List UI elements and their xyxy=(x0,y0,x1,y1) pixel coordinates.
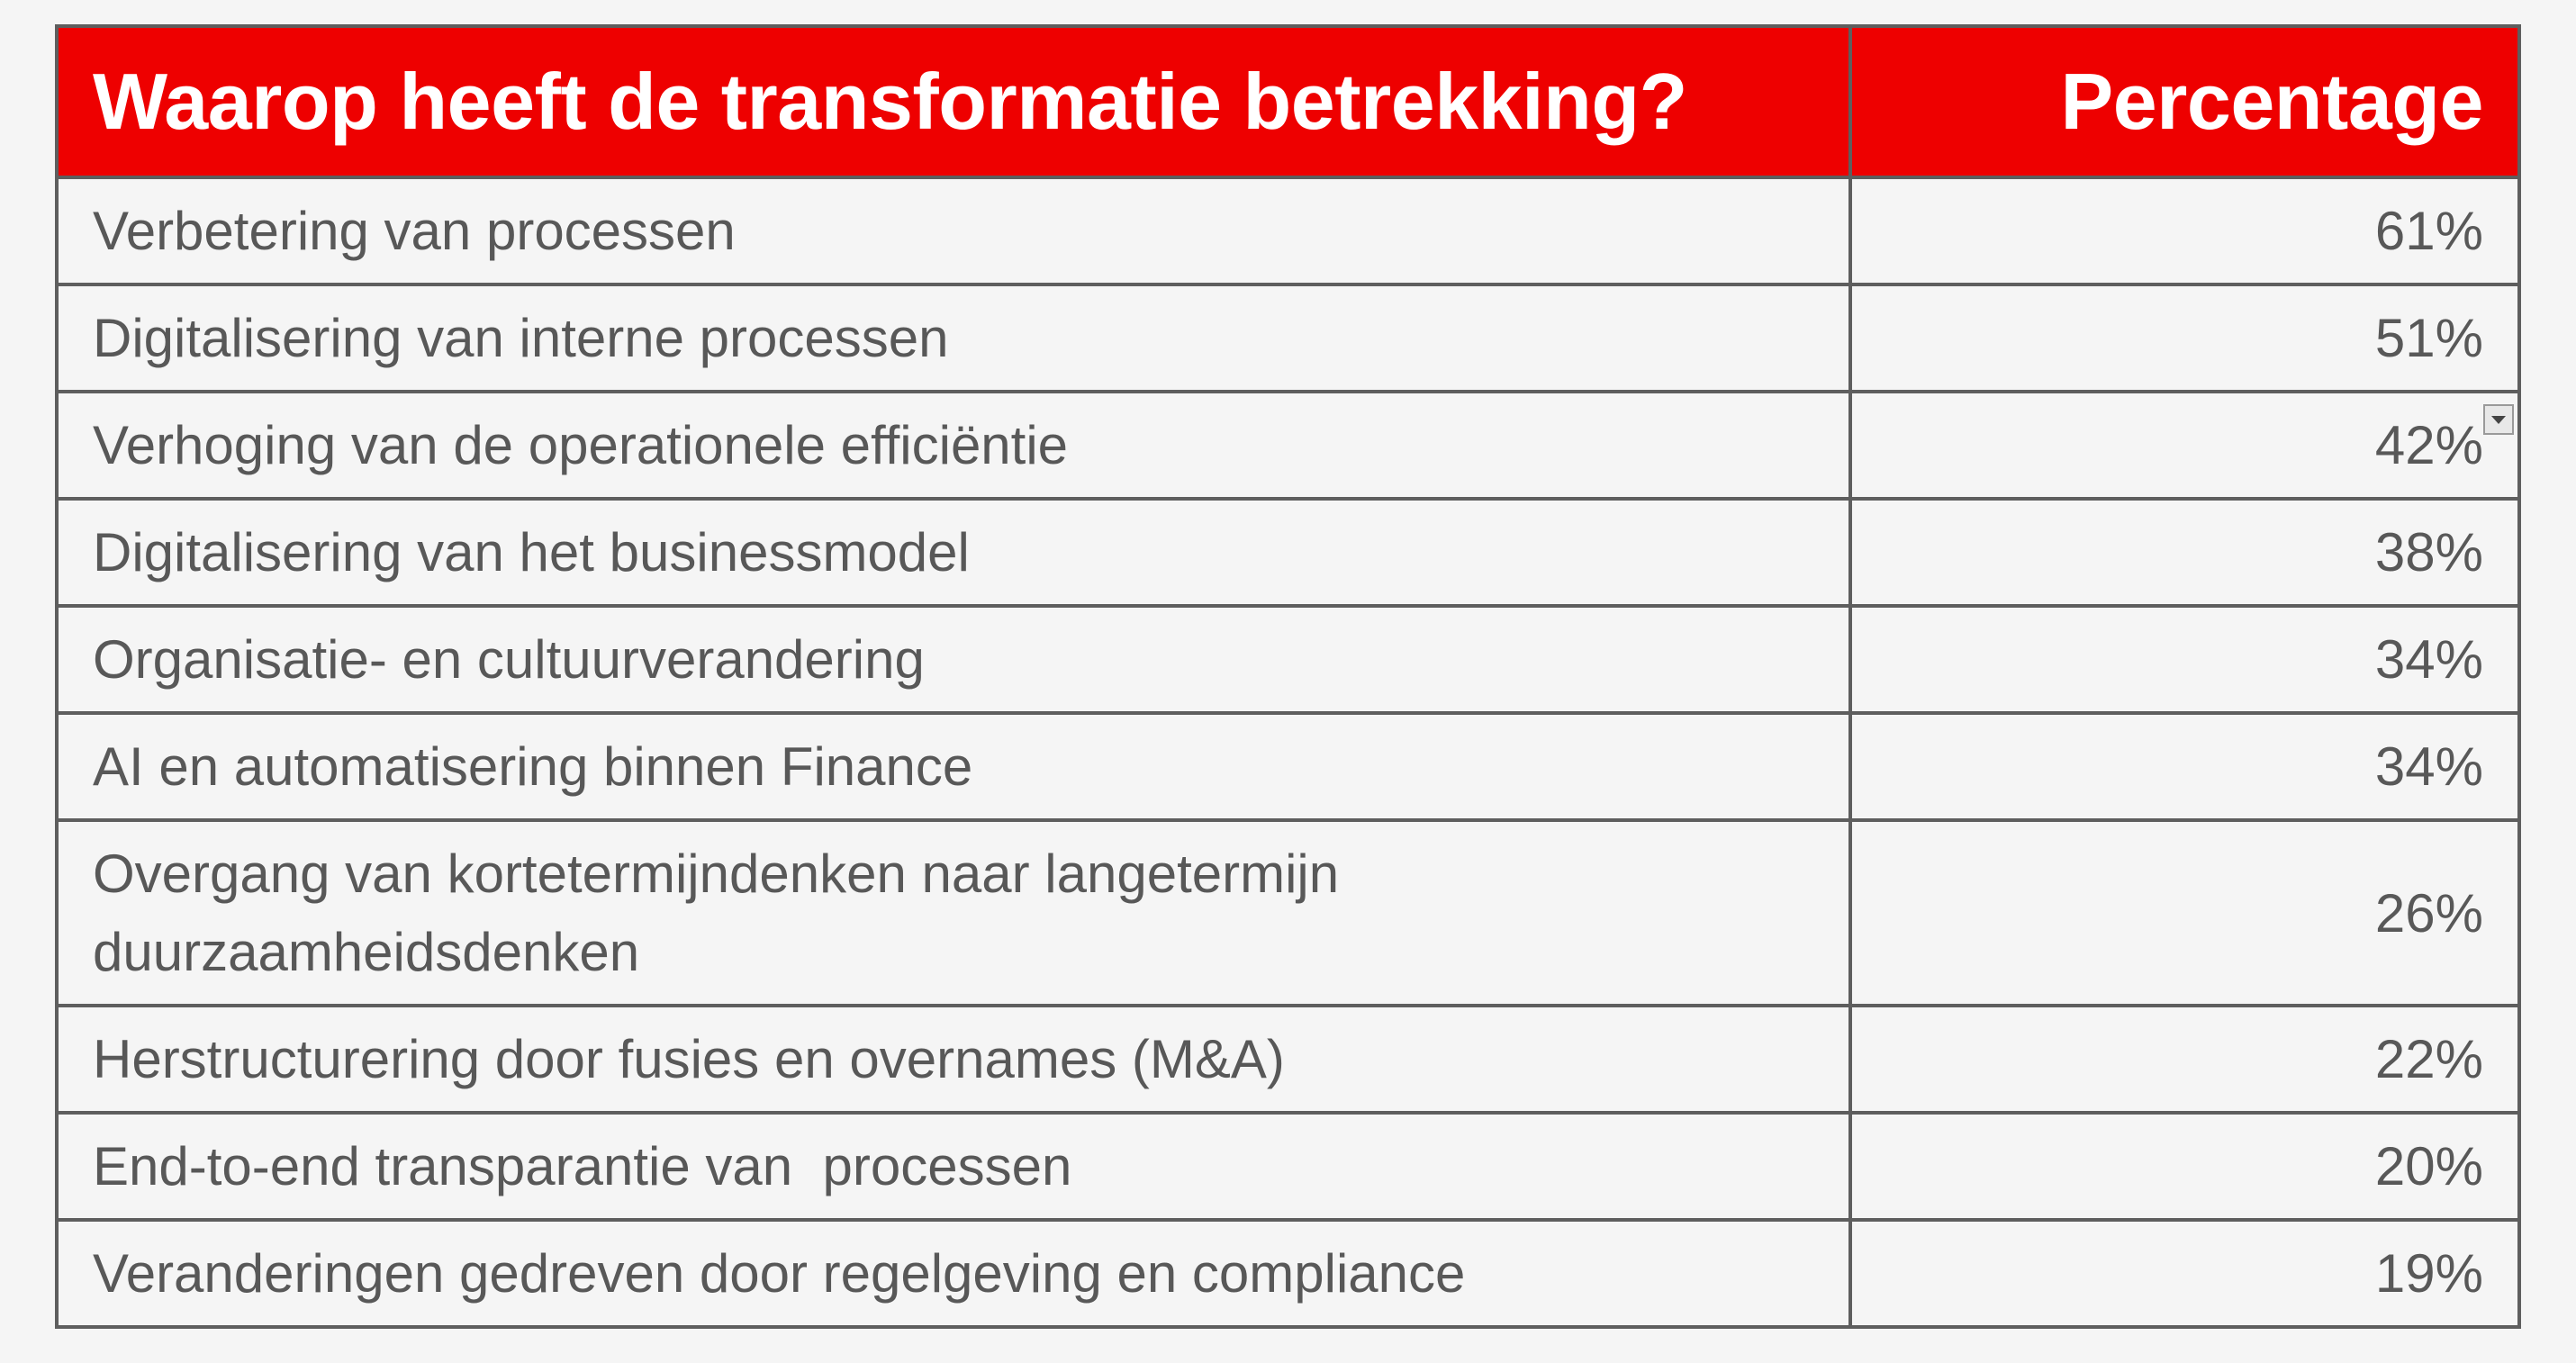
row-percentage: 19% xyxy=(1850,1220,2519,1327)
table-row xyxy=(57,1006,2519,1113)
row-percentage: 34% xyxy=(1850,713,2519,820)
row-topic: Organisatie- en cultuurverandering xyxy=(57,606,1850,713)
row-percentage: 22% xyxy=(1850,1006,2519,1113)
row-percentage-cell xyxy=(1850,392,2519,499)
row-topic: End-to-end transparantie van processen xyxy=(57,1113,1850,1220)
row-topic: Digitalisering van het businessmodel xyxy=(57,499,1850,606)
table-row xyxy=(57,820,2519,1006)
row-percentage: 61% xyxy=(1850,177,2519,284)
row-topic: Digitalisering van interne processen xyxy=(57,284,1850,392)
row-percentage: 51% xyxy=(1850,284,2519,392)
header-topic: Waarop heeft de transformatie betrekking? xyxy=(57,26,1850,177)
row-topic: AI en automatisering binnen Finance xyxy=(57,713,1850,820)
table-container xyxy=(55,24,2517,1329)
row-topic: Overgang van kortetermijndenken naar langetermijn duurzaamheidsdenken xyxy=(57,820,1850,1006)
row-topic: Veranderingen gedreven door regelgeving en compliance xyxy=(57,1220,1850,1327)
table-row xyxy=(57,177,2519,284)
table-row xyxy=(57,713,2519,820)
row-topic: Herstructurering door fusies en overnames (M&A) xyxy=(57,1006,1850,1113)
table-row xyxy=(57,1220,2519,1327)
row-topic: Verbetering van processen xyxy=(57,177,1850,284)
row-percentage: 34% xyxy=(1850,606,2519,713)
transformation-table xyxy=(55,24,2521,1329)
row-topic: Verhoging van de operationele efficiëntie xyxy=(57,392,1850,499)
table-row xyxy=(57,284,2519,392)
row-percentage: 42% xyxy=(2374,415,2483,475)
row-percentage: 38% xyxy=(1850,499,2519,606)
table-row xyxy=(57,499,2519,606)
chevron-down-icon[interactable] xyxy=(2483,404,2514,435)
row-percentage: 26% xyxy=(1850,820,2519,1006)
table-row xyxy=(57,606,2519,713)
table-row xyxy=(57,392,2519,499)
table-header-row xyxy=(57,26,2519,177)
header-percentage: Percentage xyxy=(1850,26,2519,177)
row-percentage: 20% xyxy=(1850,1113,2519,1220)
table-row xyxy=(57,1113,2519,1220)
